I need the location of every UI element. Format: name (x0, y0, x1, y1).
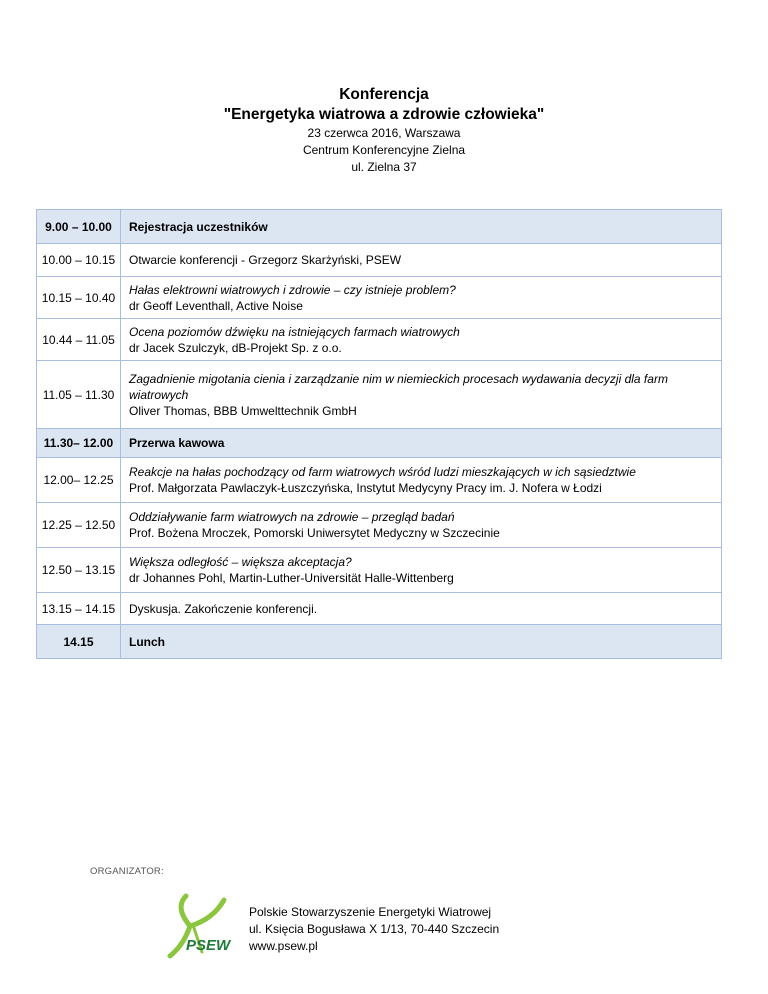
table-row (37, 210, 722, 244)
table-row (37, 593, 722, 625)
talk-title: Reakcje na hałas pochodzący od farm wiatrowych wśród ludzi mieszkających w ich sąsiedztwie (129, 465, 636, 479)
session-title: Rejestracja uczestników (121, 210, 722, 244)
organizer-website[interactable]: www.psew.pl (249, 939, 318, 953)
time-cell: 11.05 – 11.30 (37, 361, 121, 429)
speaker: Oliver Thomas, BBB Umwelttechnik GmbH (129, 403, 357, 418)
speaker: dr Johannes Pohl, Martin-Luther-Universität Halle-Wittenberg (129, 571, 454, 585)
table-row (37, 625, 722, 659)
time-cell: 10.44 – 11.05 (37, 319, 121, 361)
organizer-address: ul. Księcia Bogusława X 1/13, 70-440 Szczecin (249, 922, 500, 936)
time-cell: 12.00– 12.25 (37, 458, 121, 503)
table-row (37, 277, 722, 319)
psew-logo (160, 892, 240, 964)
session-cell (121, 503, 722, 548)
session-cell (121, 277, 722, 319)
session-cell (121, 548, 722, 593)
agenda-table (36, 209, 722, 659)
document-header (0, 85, 768, 176)
session-title: Dyskusja. Zakończenie konferencji. (121, 593, 722, 625)
talk-title: Oddziaływanie farm wiatrowych na zdrowie – przegląd badań (129, 510, 455, 524)
session-title: Przerwa kawowa (121, 429, 722, 458)
session-cell (121, 361, 722, 429)
table-row (37, 429, 722, 458)
table-row (37, 548, 722, 593)
table-row (37, 361, 722, 429)
conference-date-place: 23 czerwca 2016, Warszawa (307, 126, 461, 140)
session-cell (121, 319, 722, 361)
conference-venue: Centrum Konferencyjne Zielna (302, 143, 466, 157)
table-row (37, 458, 722, 503)
conference-label: Konferencja (339, 86, 429, 103)
conference-title: "Energetyka wiatrowa a zdrowie człowieka" (223, 106, 545, 123)
organizer-info (249, 904, 499, 955)
table-row (37, 244, 722, 277)
time-cell: 10.15 – 10.40 (37, 277, 121, 319)
talk-title: Zagadnienie migotania cienia i zarządzanie nim w niemieckich procesach wydawania decyzji dla farm wiatrowych (129, 371, 668, 402)
table-row (37, 319, 722, 361)
conference-address: ul. Zielna 37 (351, 160, 417, 174)
time-cell: 12.50 – 13.15 (37, 548, 121, 593)
time-cell: 14.15 (37, 625, 121, 659)
speaker: Prof. Bożena Mroczek, Pomorski Uniwersytet Medyczny w Szczecinie (129, 526, 500, 540)
table-row (37, 503, 722, 548)
time-cell: 12.25 – 12.50 (37, 503, 121, 548)
time-cell: 10.00 – 10.15 (37, 244, 121, 277)
time-cell: 11.30– 12.00 (37, 429, 121, 458)
talk-title: Hałas elektrowni wiatrowych i zdrowie – czy istnieje problem? (129, 282, 456, 297)
session-title: Otwarcie konferencji - Grzegorz Skarżyński, PSEW (121, 244, 722, 277)
logo-text: PSEW (186, 937, 231, 954)
session-cell (121, 458, 722, 503)
time-cell: 13.15 – 14.15 (37, 593, 121, 625)
organizer-name: Polskie Stowarzyszenie Energetyki Wiatrowej (249, 905, 492, 919)
talk-title: Ocena poziomów dźwięku na istniejących farmach wiatrowych (129, 324, 460, 339)
speaker: dr Geoff Leventhall, Active Noise (129, 298, 303, 313)
speaker: dr Jacek Szulczyk, dB-Projekt Sp. z o.o. (129, 340, 342, 355)
time-cell: 9.00 – 10.00 (37, 210, 121, 244)
organizer-label: ORGANIZATOR: (90, 866, 164, 877)
talk-title: Większa odległość – większa akceptacja? (129, 555, 352, 569)
speaker: Prof. Małgorzata Pawlaczyk-Łuszczyńska, Instytut Medycyny Pracy im. J. Nofera w Łodzi (129, 481, 602, 495)
session-title: Lunch (121, 625, 722, 659)
